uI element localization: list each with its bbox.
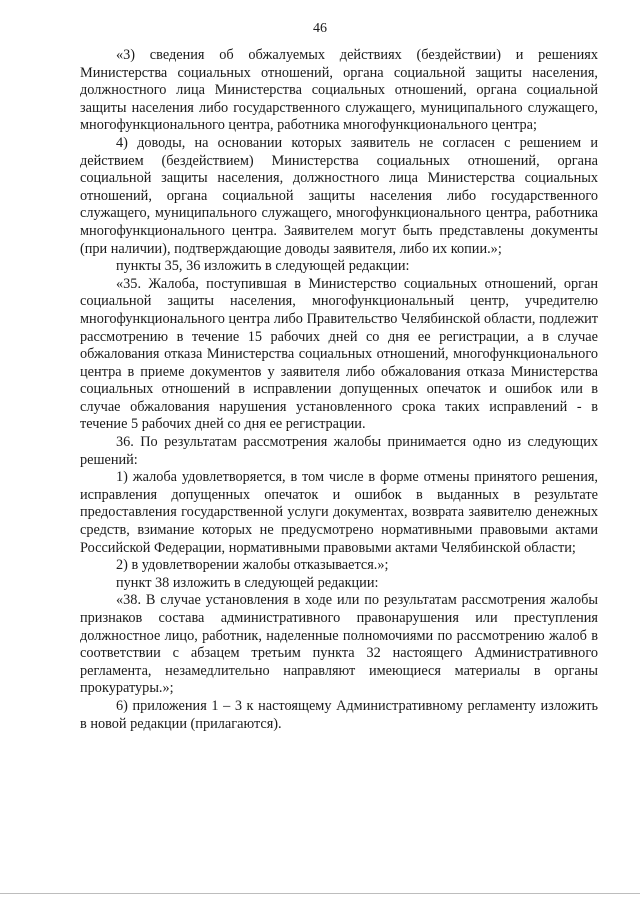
page-number: 46 — [313, 21, 327, 36]
paragraph-point-38: «38. В случае установления в ходе или по результатам рассмотрения жалобы признаков состава административного правонарушения или преступления должностное лицо, работник, наделенные полномочиями по рассмотрению жалоб в соответствии с абзацем третьим пункта 32 настоящего Административного регламента, незамедлительно направляют имеющиеся материалы в органы прокуратуры.»; — [80, 592, 598, 697]
paragraph-item-6-appendices: 6) приложения 1 – 3 к настоящему Административному регламенту изложить в новой редакции (прилагаются). — [80, 697, 598, 732]
paragraph-point-35: «35. Жалоба, поступившая в Министерство социальных отношений, орган социальной защиты населения, многофункциональный центр, учредителю многофункционального центра либо Правительство Челябинской области, подлежит рассмотрению в течение 15 рабочих дней со дня ее регистрации, а в случае обжалования отказа Министерства социальных отношений, многофункционального центра в приеме документов у заявителя либо обжалования отказа Министерства социальных отношений в исправлении допущенных опечаток и ошибок или в случае обжалования нарушения установленного срока таких исправлений - в течение 5 рабочих дней со дня ее регистрации. — [80, 275, 598, 433]
document-body — [80, 47, 598, 733]
page-bottom-divider — [0, 893, 640, 894]
paragraph-amend-points-35-36: пункты 35, 36 изложить в следующей редакции: — [116, 258, 410, 275]
paragraph-decision-2-refused: 2) в удовлетворении жалобы отказывается.»; — [116, 557, 389, 574]
paragraph-item-3-complaint-details: «3) сведения об обжалуемых действиях (бездействии) и решениях Министерства социальных отношений, органа социальной защиты населения, должностного лица Министерства социальных отношений, органа социальной защиты населения либо государственного служащего, муниципального служащего, многофункционального центра, работника многофункционального центра; — [80, 47, 598, 134]
paragraph-amend-point-38: пункт 38 изложить в следующей редакции: — [116, 574, 379, 591]
paragraph-point-36: 36. По результатам рассмотрения жалобы принимается одно из следующих решений: — [80, 434, 598, 468]
paragraph-item-4-arguments: 4) доводы, на основании которых заявитель не согласен с решением и действием (бездействием) Министерства социальных отношений, органа социальной защиты населения, должностного лица Министерства социальных отношений, органа социальной защиты населения либо государственного служащего, муниципального служащего, многофункционального центра, работника многофункционального центра. Заявителем могут быть представлены документы (при наличии), подтверждающие доводы заявителя, либо их копии.»; — [80, 134, 598, 257]
paragraph-decision-1-satisfied: 1) жалоба удовлетворяется, в том числе в форме отмены принятого решения, исправления допущенных опечаток и ошибок в выданных в результате предоставления государственной услуги документах, возврата заявителю денежных средств, взимание которых не предусмотрено нормативными правовыми актами Российской Федерации, нормативными правовыми актами Челябинской области; — [80, 469, 598, 556]
